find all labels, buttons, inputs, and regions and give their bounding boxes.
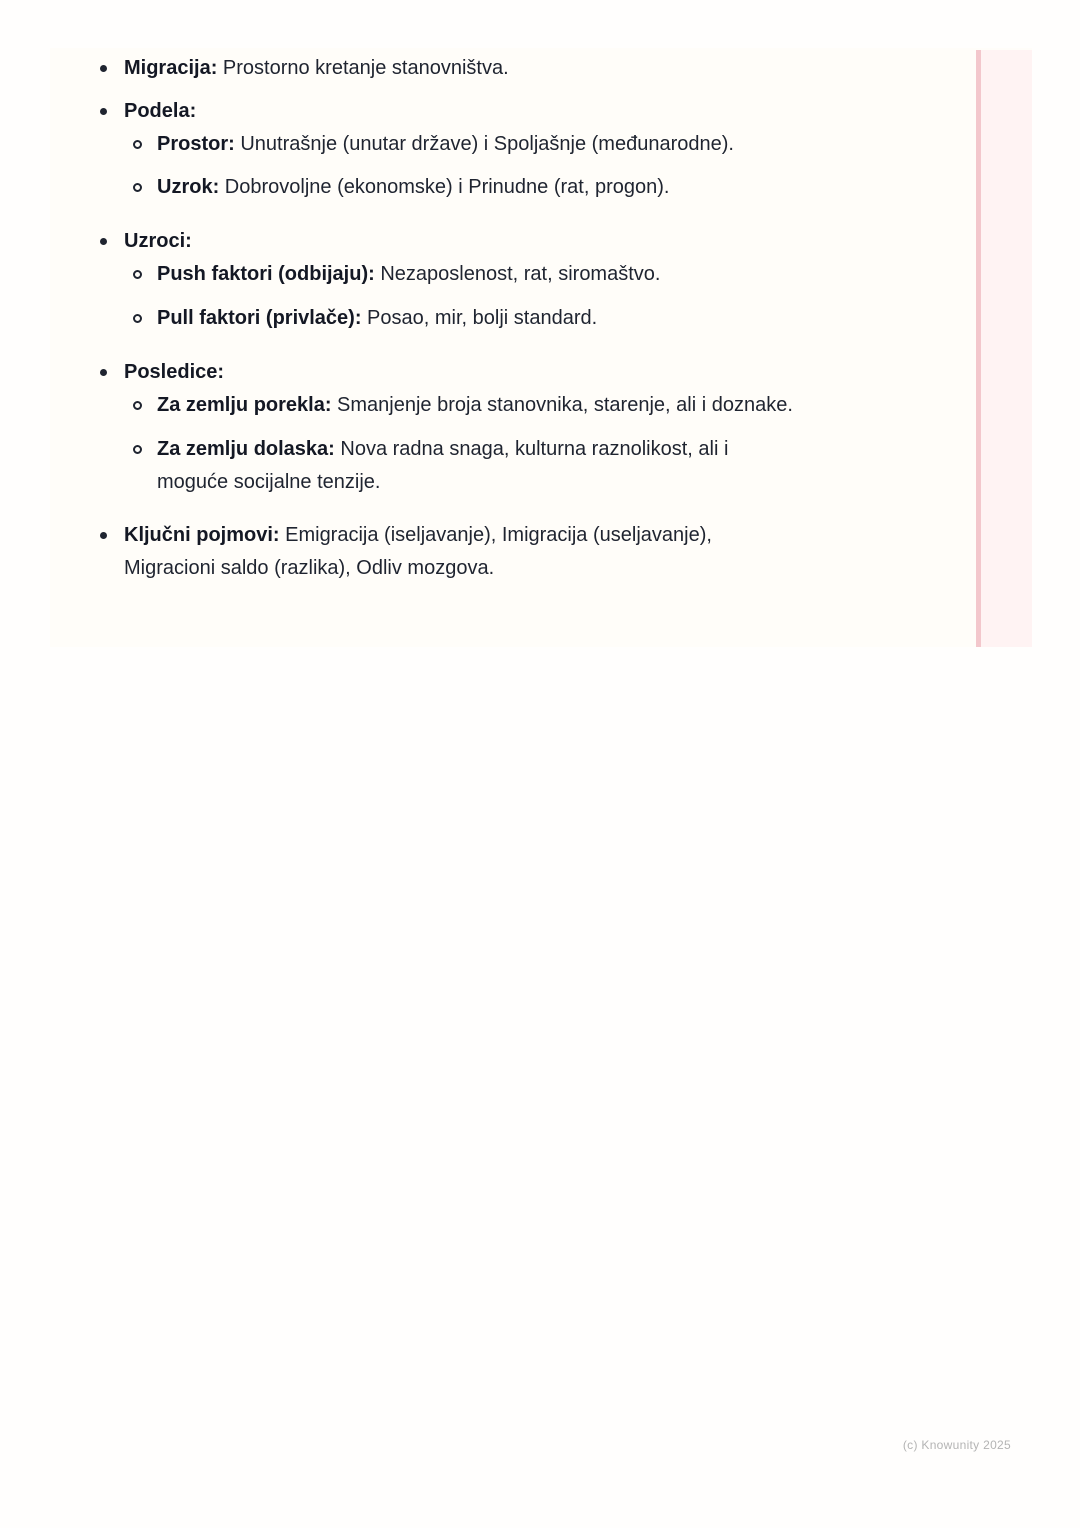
list-item-kljucni-pojmovi: [124, 519, 744, 585]
sub-item-dolaska: [157, 433, 767, 499]
term-label: Za zemlju porekla:: [157, 394, 332, 416]
term-label: Migracija:: [124, 57, 218, 79]
bullet-icon: [100, 108, 107, 115]
sub-item-pull: [157, 302, 847, 335]
term-label: Push faktori (odbijaju):: [157, 263, 375, 285]
side-accent-line: [976, 50, 981, 647]
item-text: Posao, mir, bolji standard.: [361, 307, 598, 329]
list-item-posledice: [124, 356, 824, 389]
circle-bullet-icon: [133, 401, 142, 410]
bullet-icon: [100, 532, 107, 539]
term-label: Uzrok:: [157, 176, 220, 198]
bullet-icon: [100, 65, 107, 72]
term-label: Podela:: [124, 100, 197, 122]
sub-item-prostor: [157, 128, 847, 161]
copyright-footer: (c) Knowunity 2025: [902, 1438, 1011, 1452]
item-text: Unutrašnje (unutar države) i Spoljašnje (međunarodne).: [234, 133, 734, 155]
term-label: Pull faktori (privlače):: [157, 307, 362, 329]
item-text: Smanjenje broja stanovnika, starenje, ali i doznake.: [331, 394, 793, 416]
circle-bullet-icon: [133, 314, 142, 323]
sub-item-uzrok: [157, 171, 847, 204]
circle-bullet-icon: [133, 270, 142, 279]
sub-item-push: [157, 258, 847, 291]
circle-bullet-icon: [133, 140, 142, 149]
list-item-uzroci: [124, 225, 824, 258]
term-label: Uzroci:: [124, 230, 192, 252]
term-label: Prostor:: [157, 133, 235, 155]
term-label: Za zemlju dolaska:: [157, 438, 335, 460]
list-item-migracija: [124, 52, 824, 85]
side-accent-panel: [976, 50, 1032, 647]
circle-bullet-icon: [133, 445, 142, 454]
item-text: Dobrovoljne (ekonomske) i Prinudne (rat, progon).: [219, 176, 670, 198]
sub-item-porekla: [157, 389, 847, 422]
item-text: Nova radna snaga, kulturna raznolikost, ali i moguće socijalne tenzije.: [157, 438, 729, 493]
circle-bullet-icon: [133, 183, 142, 192]
bullet-icon: [100, 238, 107, 245]
notes-card: [50, 48, 1032, 647]
bullet-icon: [100, 369, 107, 376]
item-text: Prostorno kretanje stanovništva.: [217, 57, 509, 79]
term-label: Ključni pojmovi:: [124, 524, 280, 546]
list-item-podela: [124, 95, 824, 128]
term-label: Posledice:: [124, 361, 225, 383]
item-text: Nezaposlenost, rat, siromaštvo.: [374, 263, 661, 285]
item-text: Emigracija (iseljavanje), Imigracija (useljavanje), Migracioni saldo (razlika), Odliv mozgova.: [124, 524, 712, 579]
